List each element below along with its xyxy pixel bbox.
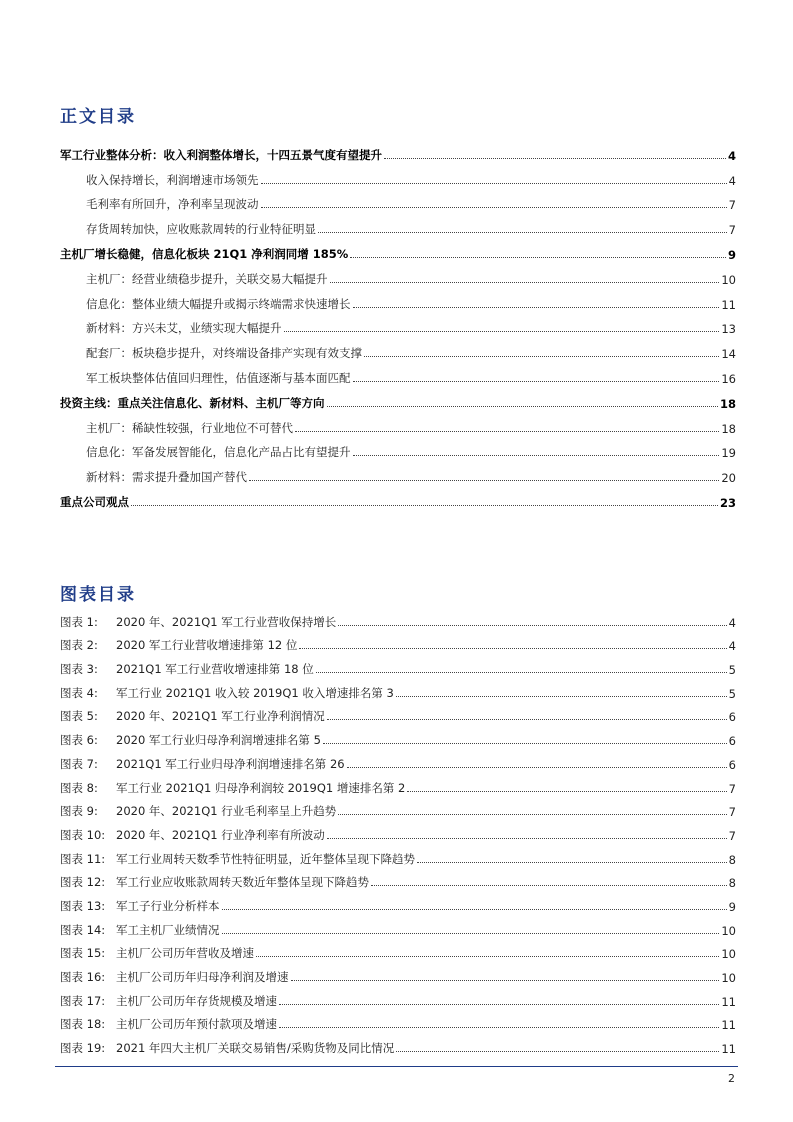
toc-entry-text: 重点公司观点 — [60, 494, 129, 509]
figure-label: 图表 17: — [60, 993, 106, 1008]
toc-entry-text: 存货周转加快，应收账款周转的行业特征明显 — [86, 222, 316, 237]
figure-title: 军工行业应收账款周转天数近年整体呈现下降趋势 — [116, 875, 369, 890]
figure-page-number: 11 — [721, 1042, 736, 1057]
toc-page-number: 16 — [721, 371, 736, 386]
figure-list-link[interactable] — [60, 1009, 736, 1033]
figure-title: 2020 军工行业归母净利润增速排名第 5 — [116, 733, 321, 748]
figure-list-link[interactable] — [60, 748, 736, 772]
figure-page-number: 5 — [728, 663, 736, 678]
toc-section-link[interactable] — [60, 386, 736, 411]
toc-title: 正文目录 — [60, 107, 136, 127]
leader-dots — [295, 430, 719, 432]
figure-label: 图表 7: — [60, 756, 98, 771]
leader-dots — [318, 231, 727, 233]
toc-page-number: 11 — [721, 297, 736, 312]
toc-subsection-link[interactable] — [60, 312, 736, 337]
figure-list-link[interactable] — [60, 961, 736, 985]
leader-dots — [353, 454, 720, 456]
leader-dots — [249, 479, 719, 481]
toc-page-number: 20 — [721, 471, 736, 486]
figure-page-number: 8 — [728, 876, 736, 891]
figure-label: 图表 15: — [60, 946, 106, 961]
figure-list-link[interactable] — [60, 724, 736, 748]
table-of-contents — [60, 138, 736, 510]
toc-entry-text: 收入保持增长，利润增速市场领先 — [86, 172, 259, 187]
leader-dots — [327, 837, 727, 839]
leader-dots — [338, 813, 726, 815]
figure-title: 军工子行业分析样本 — [116, 898, 220, 913]
figure-page-number: 10 — [721, 923, 736, 938]
figure-label: 图表 19: — [60, 1041, 106, 1056]
toc-page-number: 4 — [728, 173, 736, 188]
figure-list-link[interactable] — [60, 772, 736, 796]
figure-label: 图表 2: — [60, 638, 98, 653]
figure-title: 2020 军工行业营收增速排第 12 位 — [116, 638, 298, 653]
figure-page-number: 11 — [721, 994, 736, 1009]
figure-list-link[interactable] — [60, 630, 736, 654]
leader-dots — [330, 281, 720, 283]
figure-title: 主机厂公司历年营收及增速 — [116, 946, 254, 961]
toc-entry-text: 军工行业整体分析：收入利润整体增长，十四五景气度有望提升 — [60, 147, 382, 162]
figure-label: 图表 10: — [60, 827, 106, 842]
figure-label: 图表 6: — [60, 733, 98, 748]
figure-title: 2021Q1 军工行业营收增速排第 18 位 — [116, 662, 314, 677]
toc-entry-text: 主机厂：稀缺性较强，行业地位不可替代 — [86, 420, 293, 435]
figure-page-number: 10 — [721, 947, 736, 962]
figure-label: 图表 4: — [60, 685, 98, 700]
figure-title: 2020 年、2021Q1 行业毛利率呈上升趋势 — [116, 804, 337, 819]
toc-entry-text: 毛利率有所回升，净利率呈现波动 — [86, 197, 259, 212]
figure-title: 2020 年、2021Q1 军工行业净利润情况 — [116, 709, 325, 724]
figure-title: 2020 年、2021Q1 军工行业营收保持增长 — [116, 614, 337, 629]
toc-subsection-link[interactable] — [60, 336, 736, 361]
toc-page-number: 19 — [721, 446, 736, 461]
toc-page-number: 23 — [719, 495, 736, 510]
leader-dots — [327, 718, 727, 720]
leader-dots — [396, 695, 727, 697]
toc-subsection-link[interactable] — [60, 188, 736, 213]
leader-dots — [396, 1050, 719, 1052]
figure-list-title: 图表目录 — [60, 585, 136, 605]
figure-list-link[interactable] — [60, 914, 736, 938]
figure-title: 2021Q1 军工行业归母净利润增速排名第 26 — [116, 756, 345, 771]
toc-subsection-link[interactable] — [60, 361, 736, 386]
figure-page-number: 8 — [728, 852, 736, 867]
figure-page-number: 7 — [728, 805, 736, 820]
figure-list-link[interactable] — [60, 701, 736, 725]
leader-dots — [350, 256, 726, 258]
footer-rule — [55, 1066, 738, 1067]
figure-page-number: 7 — [728, 781, 736, 796]
leader-dots — [222, 908, 727, 910]
toc-subsection-link[interactable] — [60, 212, 736, 237]
figure-label: 图表 18: — [60, 1017, 106, 1032]
toc-page-number: 4 — [727, 148, 736, 163]
figure-title: 军工行业周转天数季节性特征明显，近年整体呈现下降趋势 — [116, 851, 415, 866]
figure-label: 图表 11: — [60, 851, 106, 866]
leader-dots — [279, 1003, 719, 1005]
leader-dots — [364, 355, 719, 357]
toc-subsection-link[interactable] — [60, 411, 736, 436]
figure-title: 2020 年、2021Q1 行业净利率有所波动 — [116, 827, 325, 842]
leader-dots — [299, 647, 726, 649]
toc-entry-text: 主机厂：经营业绩稳步提升，关联交易大幅提升 — [86, 271, 328, 286]
toc-subsection-link[interactable] — [60, 460, 736, 485]
leader-dots — [353, 380, 720, 382]
figure-page-number: 7 — [728, 828, 736, 843]
leader-dots — [261, 182, 727, 184]
toc-entry-text: 信息化：军备发展智能化，信息化产品占比有望提升 — [86, 445, 351, 460]
figure-list-link[interactable] — [60, 890, 736, 914]
figure-title: 主机厂公司历年预付款项及增速 — [116, 1017, 277, 1032]
toc-page-number: 10 — [721, 272, 736, 287]
leader-dots — [384, 157, 726, 159]
toc-entry-text: 军工板块整体估值回归理性，估值逐渐与基本面匹配 — [86, 370, 351, 385]
toc-page-number: 7 — [728, 223, 736, 238]
toc-page-number: 9 — [727, 247, 736, 262]
figure-list-link[interactable] — [60, 677, 736, 701]
toc-page-number: 14 — [721, 347, 736, 362]
toc-entry-text: 配套厂：板块稳步提升，对终端设备排产实现有效支撑 — [86, 346, 362, 361]
figure-label: 图表 5: — [60, 709, 98, 724]
figure-title: 2021 年四大主机厂关联交易销售/采购货物及同比情况 — [116, 1041, 395, 1056]
leader-dots — [261, 206, 727, 208]
figure-page-number: 11 — [721, 1018, 736, 1033]
figure-list-link[interactable] — [60, 819, 736, 843]
leader-dots — [338, 624, 726, 626]
toc-entry-text: 主机厂增长稳健，信息化板块 21Q1 净利润同增 185% — [60, 246, 349, 261]
figure-title: 军工行业 2021Q1 归母净利润较 2019Q1 增速排名第 2 — [116, 780, 406, 795]
figure-label: 图表 1: — [60, 614, 98, 629]
figure-title: 主机厂公司历年存货规模及增速 — [116, 993, 277, 1008]
leader-dots — [222, 932, 720, 934]
toc-entry-text: 新材料：方兴未艾，业绩实现大幅提升 — [86, 321, 282, 336]
page-number: 2 — [728, 1072, 735, 1085]
figure-list-link[interactable] — [60, 653, 736, 677]
figure-title: 军工行业 2021Q1 收入较 2019Q1 收入增速排名第 3 — [116, 685, 394, 700]
leader-dots — [131, 504, 718, 506]
leader-dots — [353, 306, 720, 308]
figure-label: 图表 13: — [60, 898, 106, 913]
figure-label: 图表 9: — [60, 804, 98, 819]
figure-page-number: 4 — [728, 639, 736, 654]
leader-dots — [256, 955, 719, 957]
figure-list-link[interactable] — [60, 843, 736, 867]
toc-subsection-link[interactable] — [60, 262, 736, 287]
toc-subsection-link[interactable] — [60, 287, 736, 312]
toc-entry-text: 信息化：整体业绩大幅提升或揭示终端需求快速增长 — [86, 296, 351, 311]
leader-dots — [371, 884, 727, 886]
figure-page-number: 5 — [728, 686, 736, 701]
figure-list-link[interactable] — [60, 796, 736, 820]
toc-section-link[interactable] — [60, 237, 736, 262]
toc-page-number: 7 — [728, 198, 736, 213]
figure-list-link[interactable] — [60, 606, 736, 630]
toc-subsection-link[interactable] — [60, 163, 736, 188]
leader-dots — [347, 766, 727, 768]
figure-title: 主机厂公司历年归母净利润及增速 — [116, 970, 289, 984]
figure-page-number: 4 — [728, 615, 736, 630]
toc-section-link[interactable] — [60, 485, 736, 510]
leader-dots — [284, 330, 720, 332]
figure-label: 图表 12: — [60, 875, 106, 890]
leader-dots — [323, 742, 727, 744]
toc-entry-text: 投资主线：重点关注信息化、新材料、主机厂等方向 — [60, 395, 325, 410]
figure-page-number: 6 — [728, 710, 736, 725]
leader-dots — [417, 861, 727, 863]
toc-subsection-link[interactable] — [60, 436, 736, 461]
figure-list-link[interactable] — [60, 867, 736, 891]
figure-label: 图表 16: — [60, 970, 106, 984]
leader-dots — [316, 671, 727, 673]
figure-list-link[interactable] — [60, 985, 736, 1009]
figure-list-link[interactable] — [60, 938, 736, 962]
figure-page-number: 9 — [728, 899, 736, 914]
figure-page-number: 6 — [728, 734, 736, 749]
figure-list-link[interactable] — [60, 1032, 736, 1056]
figure-title: 军工主机厂业绩情况 — [116, 922, 220, 937]
toc-page-number: 18 — [719, 396, 736, 411]
toc-page-number: 18 — [721, 421, 736, 436]
toc-section-link[interactable] — [60, 138, 736, 163]
figure-label: 图表 8: — [60, 780, 98, 795]
toc-entry-text: 新材料：需求提升叠加国产替代 — [86, 470, 247, 485]
figure-page-number: 6 — [728, 757, 736, 772]
leader-dots — [291, 979, 720, 981]
figure-label: 图表 3: — [60, 662, 98, 677]
leader-dots — [407, 790, 726, 792]
leader-dots — [327, 405, 718, 407]
leader-dots — [279, 1026, 719, 1028]
figure-label: 图表 14: — [60, 922, 106, 937]
figure-page-number: 10 — [721, 971, 736, 985]
toc-page-number: 13 — [721, 322, 736, 337]
figure-list — [60, 606, 736, 1056]
